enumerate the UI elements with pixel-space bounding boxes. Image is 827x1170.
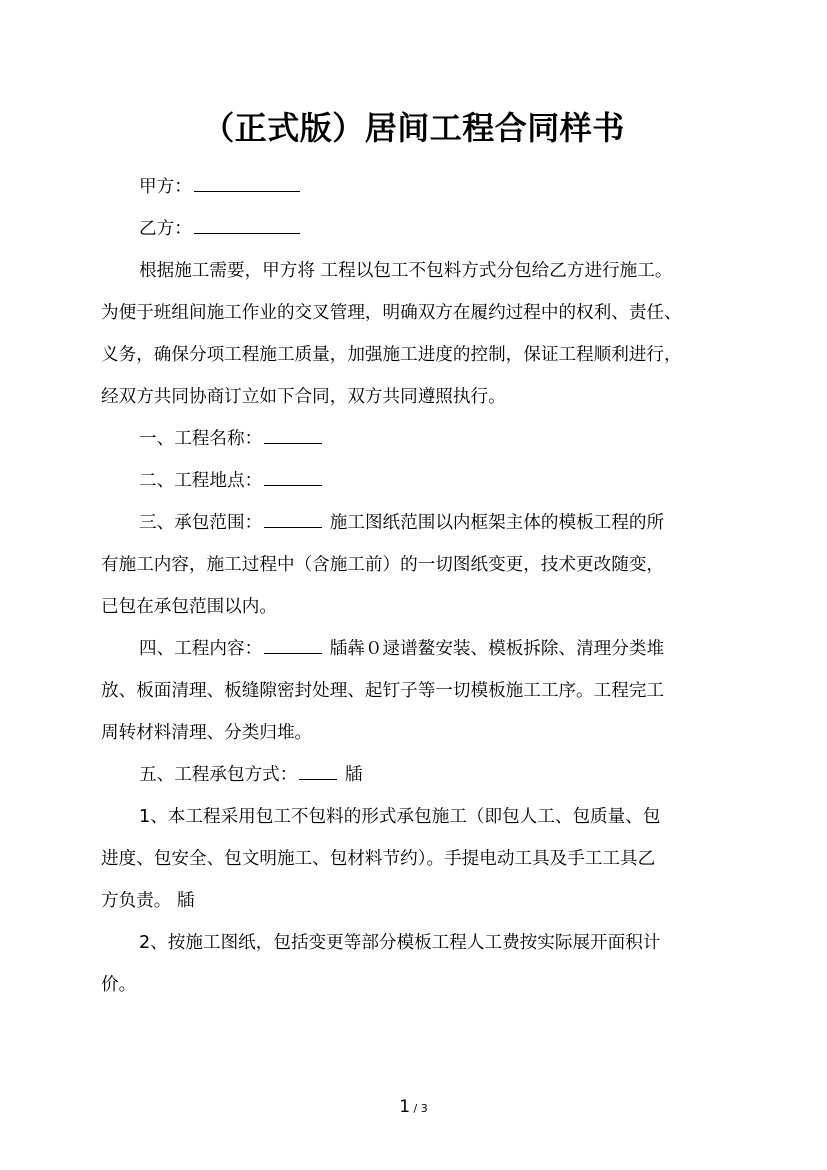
clause-1-line: 1、本工程采用包工不包料的形式承包施工（即包人工、包质量、包 [139, 807, 661, 827]
item-scope-text: 施工图纸范围以内框架主体的模板工程的所 [329, 513, 665, 533]
project-name-blank [264, 421, 322, 444]
item-scope-line: 有施工内容，施工过程中（含施工前）的一切图纸变更，技术更改随变， [101, 555, 665, 575]
document-body [101, 166, 727, 1006]
page-number [0, 1092, 827, 1124]
item-project-location [101, 460, 727, 502]
item-contract-method [101, 754, 727, 796]
item-scope [101, 502, 727, 544]
contract-method-blank [299, 757, 337, 780]
item-scope-line: 已包在承包范围以内。 [101, 597, 277, 617]
item-content-text: 牐犇０逯谱鳌安装、模板拆除、清理分类堆 [329, 639, 665, 659]
party-a-label: 甲方： [139, 177, 192, 197]
intro-line: 经双方共同协商订立如下合同，双方共同遵照执行。 [101, 387, 506, 407]
item-content-line: 周转材料清理、分类归堆。 [101, 723, 313, 743]
item-project-name-label: 一、工程名称： [139, 429, 263, 449]
party-a-line [101, 166, 727, 208]
clause-1-line: 方负责。 牐 [101, 891, 195, 911]
item-contract-method-label: 五、工程承包方式： [139, 765, 298, 785]
clause-2-line: 2、按施工图纸，包括变更等部分模板工程人工费按实际展开面积计 [139, 933, 661, 953]
project-location-blank [264, 463, 322, 486]
item-content [101, 628, 727, 670]
party-b-line [101, 208, 727, 250]
item-project-location-label: 二、工程地点： [139, 471, 263, 491]
item-content-line: 放、板面清理、板缝隙密封处理、起钉子等一切模板施工工序。工程完工 [101, 681, 665, 701]
item-scope-label: 三、承包范围： [139, 513, 263, 533]
clause-2-line: 价。 [101, 975, 137, 995]
content-blank [264, 631, 322, 654]
item-project-name [101, 418, 727, 460]
party-b-label: 乙方： [139, 219, 192, 239]
scope-blank [264, 505, 322, 528]
intro-line: 义务，确保分项工程施工质量，加强施工进度的控制，保证工程顺利进行， [101, 345, 682, 365]
intro-line: 为便于班组间施工作业的交叉管理，明确双方在履约过程中的权利、责任、 [101, 303, 682, 323]
item-content-label: 四、工程内容： [139, 639, 263, 659]
page-number-current: 1 [399, 1097, 411, 1117]
document-title: （正式版）居间工程合同样书 [202, 109, 625, 147]
page-number-total: / 3 [410, 1102, 428, 1115]
party-b-blank [194, 211, 300, 234]
party-a-blank [194, 169, 300, 192]
clause-1-line: 进度、包安全、包文明施工、包材料节约）。手提电动工具及手工工具乙 [101, 849, 656, 869]
intro-line: 根据施工需要，甲方将 工程以包工不包料方式分包给乙方进行施工。 [139, 261, 673, 281]
item-contract-method-text: 牐 [344, 765, 363, 785]
